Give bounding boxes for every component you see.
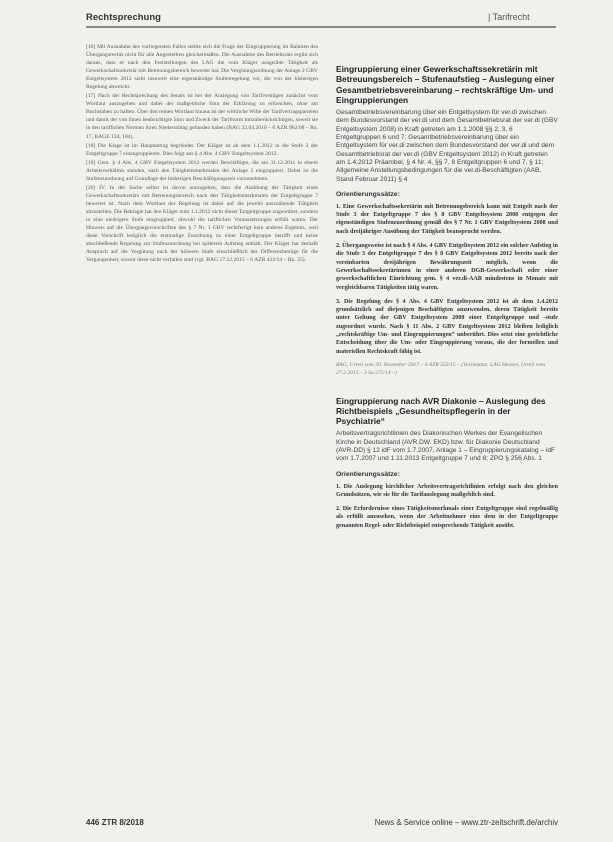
- article-gewerkschaftssekretaerin: [336, 64, 558, 378]
- orientation-sentence-2: 2. Übergangsweise ist nach § 4 Abs. 4 GBV Entgeltsystem 2012 ein solcher Aufstieg in die Stufe 3 der Entgeltgruppe 7 des § 8 GBV Entgeltsystem 2012 bereits nach der vereinbarten dreijährigen Bewährungszeit möglich, wenn die Gewerkschaftssekretärinnen in einer anderen DGB-Gewerkschaft oder einer gewerkschaftlichen Einrichtung gem. § 4 ver.di-AAB mindestens in Monate mit vergleichbaren Tätigkeiten tätig waren.: [336, 243, 558, 291]
- paragraph-17: [17] Nach der Rechtsprechung des Senats ist bei der Auslegung von Tarifverträgen zunächst vom Wortlaut auszugehen und dabei der maßgebliche Sinn der Erklärung zu erforschen, ohne am Buchstaben zu haften. Über den reinen Wortlaut hinaus ist der wirkliche Wille der Tarifvertragsparteien und damit der von ihnen beabsichtigte Sinn und Zweck der Tarifnorm mitzuberücksichtigen, soweit sie in den tariflichen Normen ihren Niederschlag gefunden haben (BAG 22.04.2010 – 6 AZR 962/08 – Rn. 17, BAGE 134, 184).: [86, 93, 318, 140]
- article-norms: Gesamtbetriebsvereinbarung über ein Entgeltsystem für ver.di zwischen dem Bundesvorstand der ver.di und dem Gesamtbetriebsrat der ver.di (GBV Entgeltsystem 2008) in Kraft getreten am 1.1.2008 §§ 2, 3, 6 Entgeltgruppen 6 und 7; Gesamtbetriebsvereinbarung über ein Entgeltsystem für ver.di zwischen dem Bundesvorstand der ver.di und dem Gesamtbetriebsrat der ver.di (GBV Entgeltsystem 2012) in Kraft getreten am 1.4.2012 Präambel, § 4 Nr. 4, §§ 7, 8 Entgeltgruppen 6 und 7, § 11; Allgemeine Anstellungsbedingungen für die ver.di-Beschäftigten (AAB, Stand Februar 2011) § 4: [336, 109, 558, 183]
- orientation-sentence-2: 2. Die Erfordernisse eines Tätigkeitsmerkmals einer Entgeltgruppe sind regelmäßig als erfüllt anzusehen, wenn der Arbeitnehmer eine dem in der Entgeltgruppe genannten Regel- oder Richtbeispiel entsprechende Tätigkeit ausübt.: [336, 506, 558, 529]
- orientation-sentence-3: 3. Die Regelung des § 4 Abs. 4 GBV Entgeltsystem 2012 ist ab dem 1.4.2012 grundsätzlich auf diejenigen Beschäftigten anzuwenden, deren Tätigkeit bereits unter Geltung der GBV Entgeltsystem 2008 einer Entgeltgruppe und -stufe zugeordnet wurde. Nach § 11 Abs. 2 GBV Entgeltsystem 2012 bleiben lediglich „rechtskräftige Um- und Eingruppierungen“ unberührt. Dies setzt eine gerichtliche Entscheidung über die Um- oder Eingruppierung voraus, die der formellen und materiellen Rechtskraft fähig ist.: [336, 298, 558, 355]
- paragraph-18: [18] Die Klage ist im Hauptantrag begründet. Der Kläger ist ab dem 1.1.2012 in die Stufe 3 der Entgeltgruppe 7 einzugruppieren. Dies folgt aus § 4 Abs. 4 GBV Entgeltsystem 2012.: [86, 142, 318, 157]
- left-column-body: [86, 43, 318, 783]
- category-header: | Tarifrecht: [488, 12, 530, 22]
- article-citation: BAG, Urteil vom 30. November 2017 – 6 AZR 553/15 – (Vorinstanz: LAG Hessen, Urteil vom 27.3.2015 – 3 Sa 272/14 –): [336, 361, 546, 376]
- article-avr-diakonie: [336, 396, 558, 531]
- right-column: [336, 64, 558, 824]
- article-title: Eingruppierung nach AVR Diakonie – Auslegung des Richtbeispiels „Gesundheitspflegerin in der Psychiatrie“: [336, 395, 546, 427]
- footer-service-link[interactable]: News & Service online – www.ztr-zeitschrift.de/archiv: [374, 818, 558, 827]
- article-subtitle: Orientierungssätze:: [336, 470, 400, 478]
- article-norms: Arbeitsvertragsrichtlinien des Diakonischen Werkes der Evangelischen Kirche in Deutschland (AVR.DW. EKD) bzw. für Diakonie Deutschland (AVR-DD) § 12 idF vom 1.7.2007, Anlage 1 – Eingruppierungskatalog – idF vom 1.7.2007 und 1.11.2013 Entgeltgruppe 7 und 8; ZPO § 256 Abs. 1: [336, 430, 556, 463]
- header-rule: [86, 26, 556, 28]
- orientation-sentence-1: 1. Eine Gewerkschaftssekretärin mit Betreuungsbereich kann mit Entgelt nach der Stufe 3 der Entgeltgruppe 7 des § 8 GBV Entgeltsystem 2008 entgegen der eigenständigen Stufenzuordnung gemäß des § 7 Nr. 1 GBV Entgeltsystem 2008 und nach dreijähriger Ausübung der Tätigkeit beansprucht werden.: [336, 203, 558, 235]
- paragraph-20: [20] IV. In der Sache selbst ist davon auszugehen, dass die Ausübung der Tätigkeit eines Gewerkschaftssekretärs mit Betreuungsbereich nach den Tätigkeitsmerkmalen der Entgeltgruppe 7 bewertet ist. Nach dem Wortlaut der Regelung ist dabei auf die jeweils auszuübende Tätigkeit abzustellen. Die Beklagte hat den Kläger zum 1.1.2012 nicht dieser Entgeltgruppe zugeordnet, sondern in eine niedrigere Stufe eingruppiert, obwohl die tariflichen Voraussetzungen erfüllt waren. Der Hinweis auf die Übergangsvorschriften des § 7 Nr. 1 GBV rechtfertigt kein anderes Ergebnis, weil diese Vorschrift lediglich die erstmalige Zuordnung zu einer Entgeltgruppe betrifft und keine abschließende Regelung zur Stufenzuordnung bei späterem Aufstieg enthält. Der Kläger hat deshalb Anspruch auf die Vergütung nach der höheren Stufe einschließlich der Differenzbeträge für die Vergangenheit, soweit diese nicht verfallen sind (vgl. BAG 17.12.2015 – 6 AZR 432/14 – Rn. 25).: [86, 184, 318, 264]
- section-header: Rechtsprechung: [86, 12, 161, 23]
- page-number: 446 ZTR 8/2018: [86, 818, 144, 827]
- paragraph-19: [19] Gem. § 4 Abs. 4 GBV Entgeltsystem 2012 werden Beschäftigte, die am 31.12.2011 in einem Arbeitsverhältnis standen, nach den Tätigkeitsmerkmalen der Anlage 2 eingruppiert. Dabei ist die Stufenzuordnung auf Grundlage der bisherigen Beschäftigungszeit vorzunehmen.: [86, 159, 318, 182]
- orientation-sentence-1: 1. Die Auslegung kirchlicher Arbeitsvertragsrichtlinien erfolgt nach den gleichen Grundsätzen, wie sie für die Tarifauslegung maßgeblich sind.: [336, 483, 558, 498]
- article-subtitle: Orientierungssätze:: [336, 190, 400, 198]
- paragraph-16: [16] Mit Ausnahme des vorliegenden Falles stellte sich die Frage der Eingruppierung im Rahmen des Übergangsrechts nicht für alle Angestellten gleichermaßen. Die Ausnahme des Betriebsrats ergibt sich daraus, dass er nach den Feststellungen des LAG die vom Kläger ausgeübte Tätigkeit als Gewerkschaftssekretär mit Betreuungsbereich bewertet hat. Die Vergütungsordnung der Anlage 2 GBV Entgeltsystem 2012 sieht insoweit eine eigenständige Stufenregelung vor, die von der bisherigen Regelung abweicht.: [86, 44, 318, 91]
- article-title: Eingruppierung einer Gewerkschaftssekretärin mit Betreuungsbereich – Stufenaufstieg – Auslegung einer Gesamtbetriebsvereinbarung – rechtskräftige Um- und Eingruppierungen: [336, 64, 555, 105]
